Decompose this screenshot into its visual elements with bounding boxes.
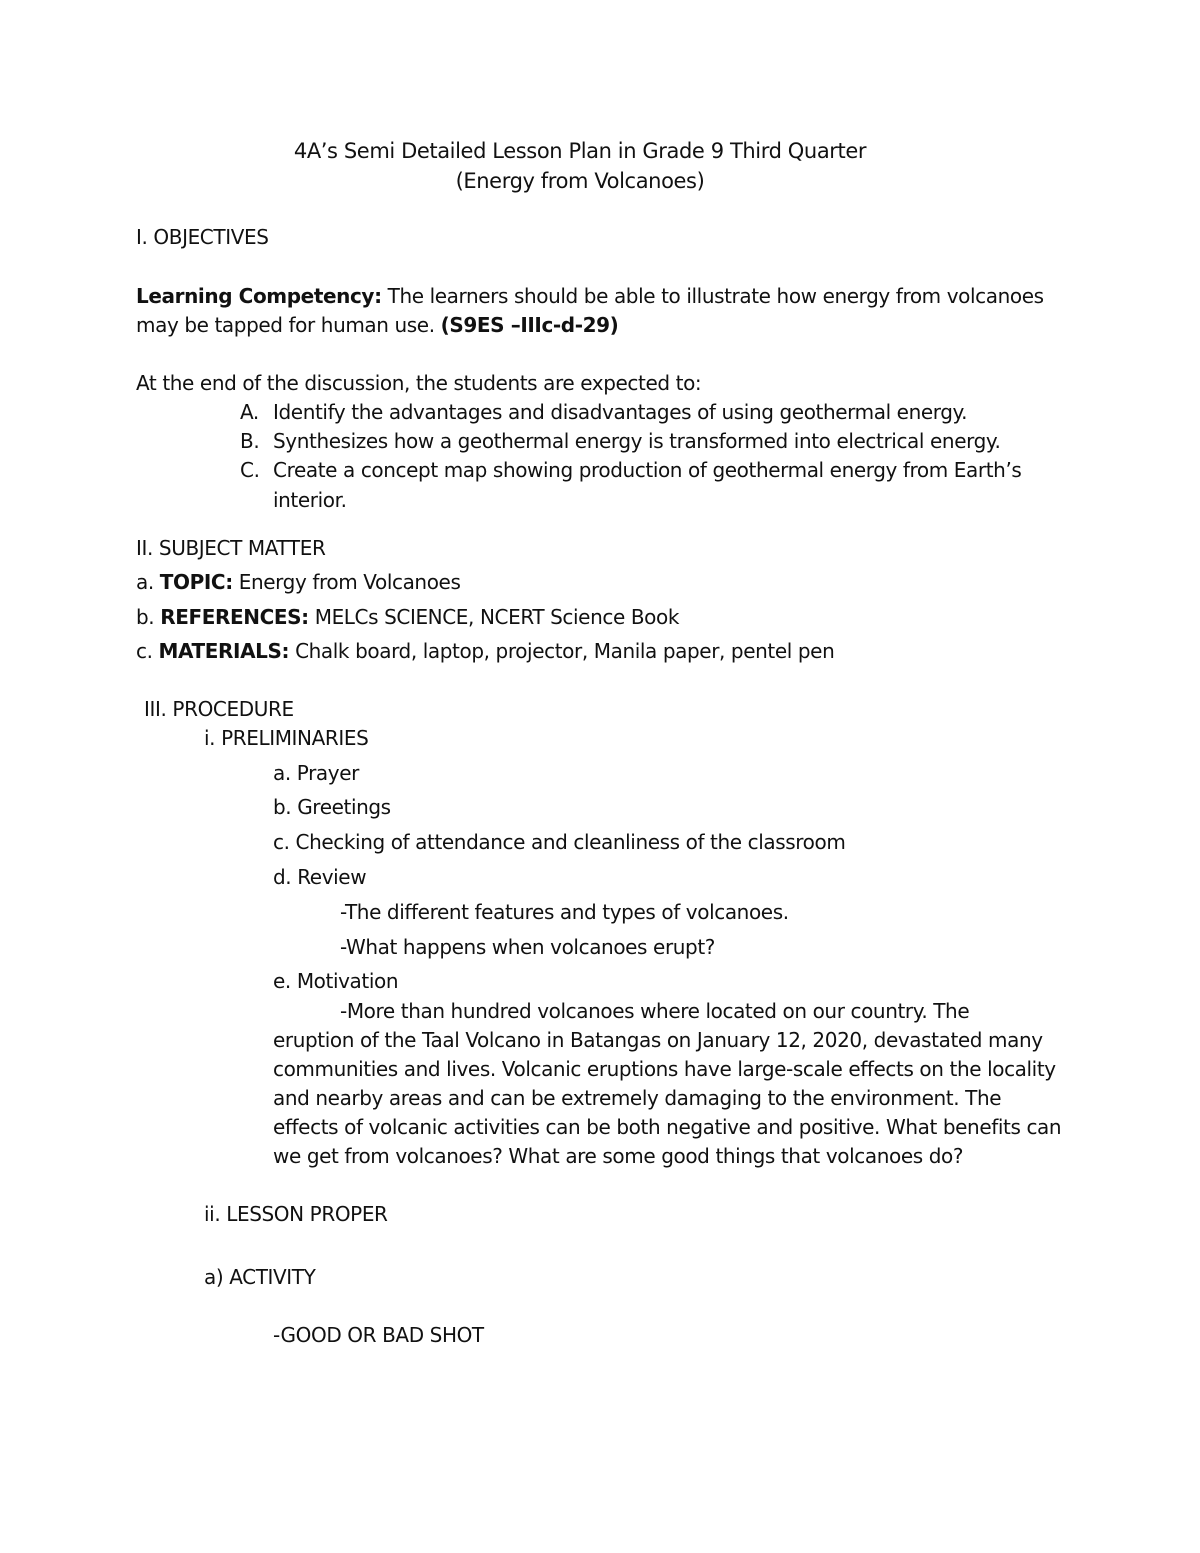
- competency-line-1: [136, 281, 1044, 311]
- subject-matter-heading: II. SUBJECT MATTER: [136, 536, 326, 560]
- preliminaries-heading: i. PRELIMINARIES: [204, 726, 369, 750]
- subject-references: [136, 602, 679, 632]
- motivation-line: effects of volcanic activities can be both negative and positive. What benefits can: [273, 1115, 1062, 1139]
- document-subtitle: (Energy from Volcanoes): [455, 169, 705, 193]
- review-item: -The different features and types of volcanoes.: [340, 900, 789, 924]
- preliminary-motivation: e. Motivation: [273, 969, 399, 993]
- review-item: -What happens when volcanoes erupt?: [340, 935, 715, 959]
- subject-topic: [136, 567, 460, 597]
- motivation-line: communities and lives. Volcanic eruptions have large-scale effects on the locality: [273, 1057, 1056, 1081]
- objective-item-text-continued: interior.: [273, 488, 347, 512]
- competency-label: Learning Competency:: [136, 284, 382, 308]
- preliminary-review: d. Review: [273, 865, 367, 889]
- lesson-proper-heading: ii. LESSON PROPER: [204, 1202, 388, 1226]
- objective-item-text: Create a concept map showing production of geothermal energy from Earth’s: [273, 458, 1022, 482]
- preliminary-attendance: c. Checking of attendance and cleanliness of the classroom: [273, 830, 846, 854]
- subject-materials: [136, 636, 834, 666]
- motivation-line: eruption of the Taal Volcano in Batangas on January 12, 2020, devastated many: [273, 1028, 1043, 1052]
- materials-prefix: c.: [136, 639, 159, 663]
- activity-name: -GOOD OR BAD SHOT: [273, 1323, 484, 1347]
- references-prefix: b.: [136, 605, 161, 629]
- competency-text-1: The learners should be able to illustrate how energy from volcanoes: [381, 284, 1044, 308]
- references-label: REFERENCES:: [160, 605, 309, 629]
- topic-value: Energy from Volcanoes: [232, 570, 461, 594]
- activity-heading: a) ACTIVITY: [204, 1265, 316, 1289]
- objective-item-text: Identify the advantages and disadvantages of using geothermal energy.: [273, 400, 968, 424]
- objectives-intro: At the end of the discussion, the students are expected to:: [136, 371, 702, 395]
- references-value: MELCs SCIENCE, NCERT Science Book: [308, 605, 679, 629]
- document-title: 4A’s Semi Detailed Lesson Plan in Grade 9 Third Quarter: [293, 139, 867, 163]
- motivation-line: we get from volcanoes? What are some good things that volcanoes do?: [273, 1144, 964, 1168]
- materials-value: Chalk board, laptop, projector, Manila paper, pentel pen: [289, 639, 835, 663]
- preliminary-prayer: a. Prayer: [273, 761, 359, 785]
- motivation-line: and nearby areas and can be extremely damaging to the environment. The: [273, 1086, 1002, 1110]
- objective-item-text: Synthesizes how a geothermal energy is transformed into electrical energy.: [273, 429, 1001, 453]
- objectives-heading: I. OBJECTIVES: [136, 225, 269, 249]
- topic-prefix: a.: [136, 570, 160, 594]
- procedure-heading: III. PROCEDURE: [144, 697, 294, 721]
- preliminary-greetings: b. Greetings: [273, 795, 391, 819]
- objective-item-marker: B.: [240, 429, 260, 453]
- competency-text-2: may be tapped for human use.: [136, 313, 441, 337]
- motivation-line: -More than hundred volcanoes where located on our country. The: [340, 999, 970, 1023]
- competency-code: (S9ES –IIIc-d-29): [440, 313, 619, 337]
- objective-item-marker: C.: [240, 458, 260, 482]
- objective-item-marker: A.: [240, 400, 259, 424]
- competency-line-2: [136, 310, 618, 340]
- topic-label: TOPIC:: [159, 570, 233, 594]
- materials-label: MATERIALS:: [158, 639, 290, 663]
